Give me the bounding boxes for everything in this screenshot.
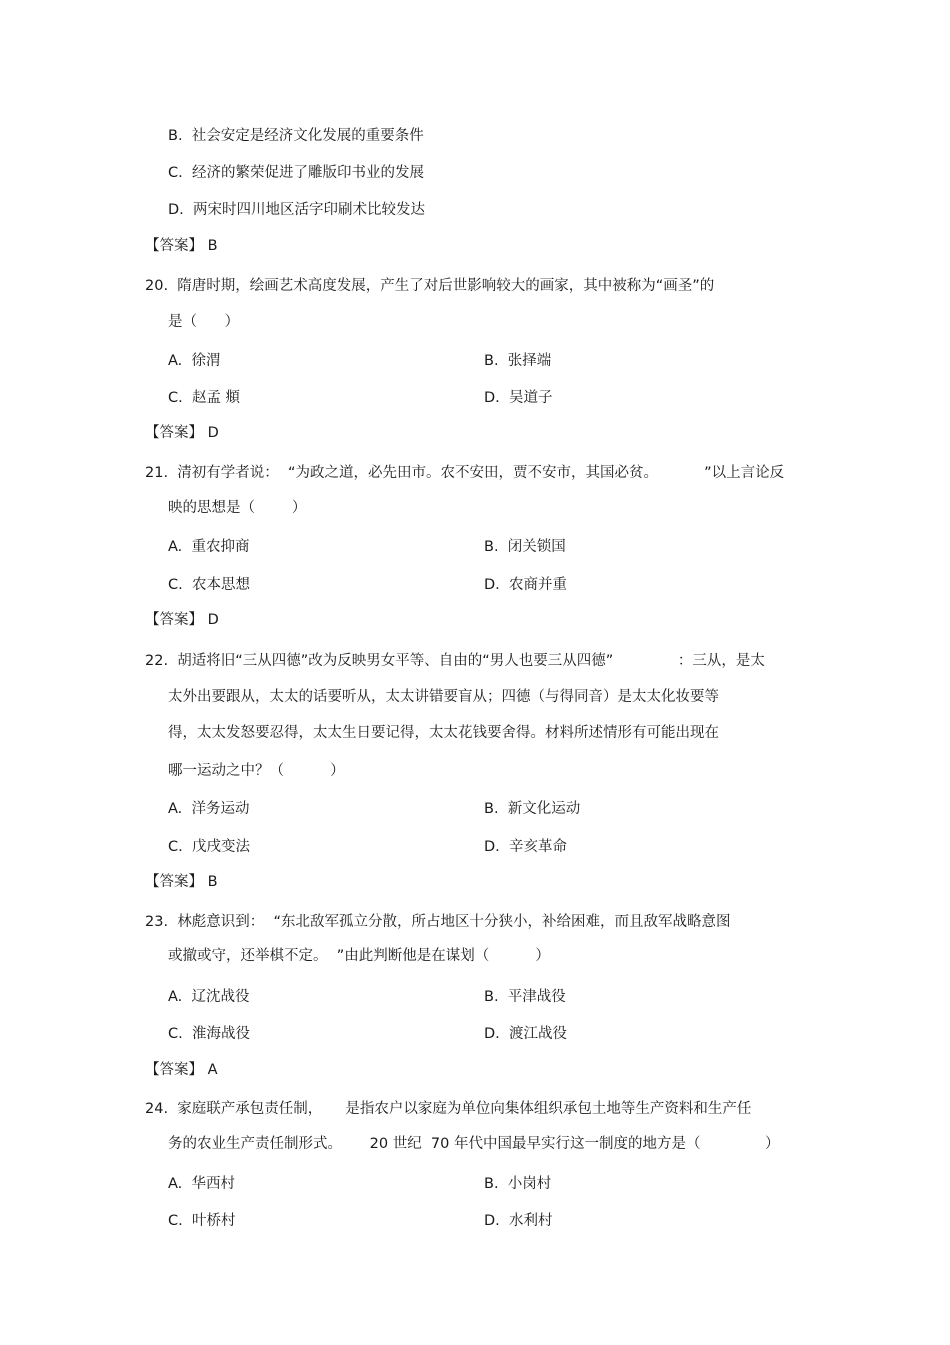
- option-b: B. 平津战役: [484, 989, 566, 1005]
- answer-20: 【答案】 D: [145, 425, 219, 441]
- question-23-stem-cont: 或撤或守，还举棋不定。 ”由此判断他是在谋划（ ）: [168, 948, 550, 964]
- option-d: D. 吴道子: [484, 390, 553, 406]
- option-c: C. 淮海战役: [168, 1026, 250, 1042]
- option-d: D. 水利村: [484, 1213, 553, 1229]
- question-21-stem-cont: 映的思想是（ ）: [168, 500, 307, 516]
- option-d: D. 两宋时四川地区活字印刷术比较发达: [168, 202, 425, 218]
- answer-21: 【答案】 D: [145, 612, 219, 628]
- question-22-stem: 22. 胡适将旧“三从四德”改为反映男女平等、自由的“男人也要三从四德” ：三从，是太: [145, 653, 765, 669]
- option-c: C. 戊戌变法: [168, 839, 250, 855]
- question-22-stem-cont-2: 得，太太发怒要忍得，太太生日要记得，太太花钱要舍得。材料所述情形有可能出现在: [168, 725, 719, 741]
- option-a: A. 华西村: [168, 1176, 235, 1192]
- option-b: B. 社会安定是经济文化发展的重要条件: [168, 128, 424, 144]
- question-22-stem-cont-1: 太外出要跟从，太太的话要听从，太太讲错要盲从；四德（与得同音）是太太化妆要等: [168, 689, 719, 705]
- answer-22: 【答案】 B: [145, 874, 218, 890]
- option-a: A. 徐渭: [168, 353, 221, 369]
- option-b: B. 张择端: [484, 353, 552, 369]
- option-a: A. 重农抑商: [168, 539, 250, 555]
- option-b: B. 新文化运动: [484, 801, 581, 817]
- option-a: A. 洋务运动: [168, 801, 250, 817]
- answer-23: 【答案】 A: [145, 1062, 218, 1078]
- answer-19: 【答案】 B: [145, 238, 218, 254]
- option-c: C. 叶桥村: [168, 1213, 236, 1229]
- option-c: C. 农本思想: [168, 577, 250, 593]
- option-d: D. 辛亥革命: [484, 839, 567, 855]
- option-b: B. 小岗村: [484, 1176, 552, 1192]
- option-c: C. 赵孟 頫: [168, 390, 241, 406]
- question-20-stem-cont: 是（ ）: [168, 314, 240, 330]
- option-b: B. 闭关锁国: [484, 539, 566, 555]
- question-24-stem-cont: 务的农业生产责任制形式。 20 世纪 70 年代中国最早实行这一制度的地方是（ ）: [168, 1136, 780, 1152]
- option-d: D. 农商并重: [484, 577, 567, 593]
- option-a: A. 辽沈战役: [168, 989, 250, 1005]
- question-22-stem-cont-3: 哪一运动之中？（ ）: [168, 763, 345, 779]
- question-24-stem: 24. 家庭联产承包责任制， 是指农户以家庭为单位向集体组织承包土地等生产资料和生产任: [145, 1101, 752, 1117]
- option-d: D. 渡江战役: [484, 1026, 567, 1042]
- question-20-stem: 20. 隋唐时期，绘画艺术高度发展，产生了对后世影响较大的画家，其中被称为“画圣”的: [145, 278, 715, 294]
- question-23-stem: 23. 林彪意识到： “东北敌军孤立分散，所占地区十分狭小，补给困难，而且敌军战略意图: [145, 914, 731, 930]
- question-21-stem: 21. 清初有学者说： “为政之道，必先田市。农不安田，贾不安市，其国必贫。 ”以上言论反: [145, 465, 785, 481]
- option-c: C. 经济的繁荣促进了雕版印书业的发展: [168, 165, 424, 181]
